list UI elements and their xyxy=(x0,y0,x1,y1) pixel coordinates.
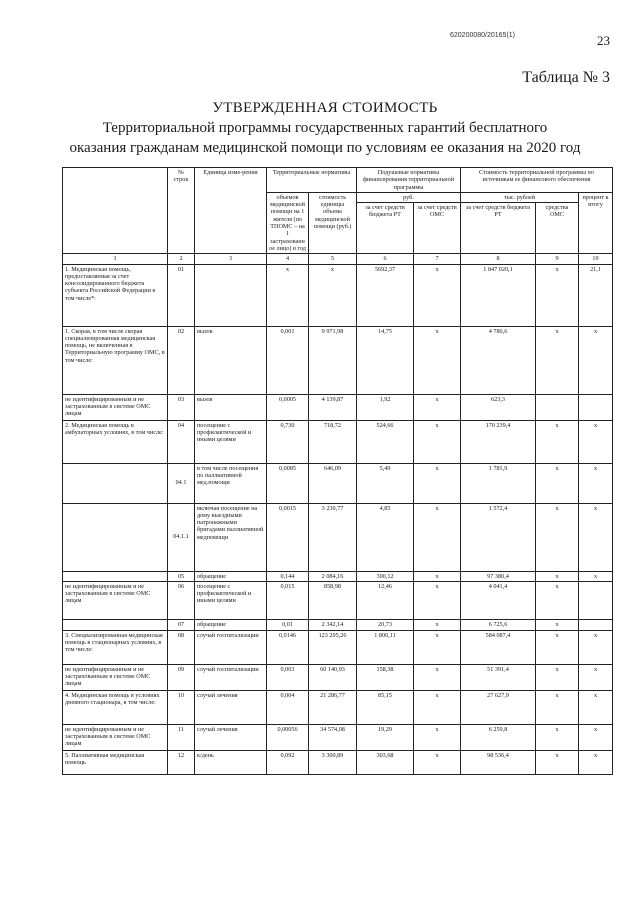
row-volume: 0,092 xyxy=(267,750,309,774)
row-volume: 0,001 xyxy=(267,326,309,394)
row-unit: в том числе посещения по паллиативной мед.помощи xyxy=(195,463,267,503)
row-total-oms: x xyxy=(536,571,579,581)
header-percap-oms: за счет средств ОМС xyxy=(414,203,461,254)
row-cost: x xyxy=(309,264,357,326)
row-num: 07 xyxy=(168,619,195,630)
row-pct xyxy=(579,394,613,420)
row-total-budget: 4 786,6 xyxy=(461,326,536,394)
row-num: 12 xyxy=(168,750,195,774)
header-percap: Подушевые нормативы финансирования территориальной программы xyxy=(357,168,461,193)
colnum-2: 2 xyxy=(168,254,195,264)
row-pct: x xyxy=(579,750,613,774)
row-name xyxy=(63,571,168,581)
row-total-oms: x xyxy=(536,664,579,690)
row-total-budget: 97 380,4 xyxy=(461,571,536,581)
row-volume: 0,0005 xyxy=(267,394,309,420)
colnum-10: 10 xyxy=(579,254,613,264)
row-num: 04.1.1 xyxy=(168,503,195,571)
row-volume: 0,00056 xyxy=(267,724,309,750)
row-total-oms: x xyxy=(536,630,579,664)
row-total-budget: 170 239,4 xyxy=(461,420,536,463)
row-unit: вызов xyxy=(195,394,267,420)
table-row xyxy=(63,664,613,690)
row-cost: 21 286,77 xyxy=(309,690,357,724)
row-total-oms: x xyxy=(536,581,579,619)
row-percap-budget: 19,29 xyxy=(357,724,414,750)
table-row xyxy=(63,571,613,581)
row-total-oms: x xyxy=(536,619,579,630)
row-percap-oms: x xyxy=(414,420,461,463)
row-num: 11 xyxy=(168,724,195,750)
header-cost: Стоимость территориальной программы по источникам ее финансового обеспечения xyxy=(461,168,613,193)
row-unit: включая посещение на дому выездными патронажными бригадами паллиативной медпомощи xyxy=(195,503,267,571)
row-percap-oms: x xyxy=(414,690,461,724)
row-name: не идентифицированным и не застрахованным в системе ОМС лицам xyxy=(63,724,168,750)
row-cost: 34 574,08 xyxy=(309,724,357,750)
row-total-oms: x xyxy=(536,326,579,394)
row-pct: x xyxy=(579,664,613,690)
row-cost: 646,09 xyxy=(309,463,357,503)
row-volume: 0,01 xyxy=(267,619,309,630)
row-total-oms: x xyxy=(536,724,579,750)
row-volume: x xyxy=(267,264,309,326)
table-row xyxy=(63,420,613,463)
row-cost: 3 300,89 xyxy=(309,750,357,774)
row-total-oms: x xyxy=(536,463,579,503)
row-name: не идентифицированным и не застрахованным в системе ОМС лицам xyxy=(63,581,168,619)
title-line-2: оказания гражданам медицинской помощи по условиям ее оказания на 2020 год xyxy=(69,140,581,156)
header-percap-unit: руб. xyxy=(357,192,461,202)
row-num: 01 xyxy=(168,264,195,326)
table-row xyxy=(63,394,613,420)
row-unit: случай госпитализации xyxy=(195,664,267,690)
row-volume: 0,0085 xyxy=(267,463,309,503)
document-title xyxy=(40,100,610,157)
row-total-budget: 1 847 020,1 xyxy=(461,264,536,326)
table-row xyxy=(63,630,613,664)
row-total-oms: x xyxy=(536,264,579,326)
row-total-budget: 51 391,4 xyxy=(461,664,536,690)
row-cost: 60 140,93 xyxy=(309,664,357,690)
row-cost: 9 971,98 xyxy=(309,326,357,394)
row-num: 03 xyxy=(168,394,195,420)
row-total-budget: 6 259,8 xyxy=(461,724,536,750)
row-percap-oms: x xyxy=(414,394,461,420)
row-unit: обращение xyxy=(195,571,267,581)
row-percap-oms: x xyxy=(414,750,461,774)
row-num: 06 xyxy=(168,581,195,619)
row-unit: вызов xyxy=(195,326,267,394)
table-label: Таблица № 3 xyxy=(522,69,610,86)
row-percap-budget: 158,38 xyxy=(357,664,414,690)
row-name: не идентифицированным и не застрахованным в системе ОМС лицам xyxy=(63,664,168,690)
row-total-budget: 623,3 xyxy=(461,394,536,420)
table-row xyxy=(63,750,613,774)
table-row xyxy=(63,619,613,630)
row-cost: 718,72 xyxy=(309,420,357,463)
row-name xyxy=(63,503,168,571)
row-percap-oms: x xyxy=(414,619,461,630)
table-row xyxy=(63,463,613,503)
row-percap-oms: x xyxy=(414,264,461,326)
row-percap-oms: x xyxy=(414,571,461,581)
row-percap-oms: x xyxy=(414,724,461,750)
row-total-budget: 584 087,4 xyxy=(461,630,536,664)
row-percap-budget: 14,75 xyxy=(357,326,414,394)
row-cost: 4 139,87 xyxy=(309,394,357,420)
row-pct xyxy=(579,619,613,630)
row-percap-budget: 524,66 xyxy=(357,420,414,463)
row-percap-oms: x xyxy=(414,664,461,690)
page-number: 23 xyxy=(597,33,610,48)
row-pct: x xyxy=(579,630,613,664)
header-norms-volume: объемов медицинской помощи на 1 жителя (по ТПОМС – на 1 застрахованное лицо) в год xyxy=(267,192,309,253)
row-name: не идентифицированным и не застрахованным в системе ОМС лицам xyxy=(63,394,168,420)
row-num: 08 xyxy=(168,630,195,664)
row-num: 10 xyxy=(168,690,195,724)
colnum-9: 9 xyxy=(536,254,579,264)
row-total-budget: 98 536,4 xyxy=(461,750,536,774)
header-cost-unit: тыс. рублей xyxy=(461,192,579,202)
table-row xyxy=(63,326,613,394)
colnum-1: 1 xyxy=(63,254,168,264)
row-num: 04.1 xyxy=(168,463,195,503)
header-row-1 xyxy=(63,168,613,193)
row-percap-oms: x xyxy=(414,630,461,664)
title-line-1: Территориальной программы государственных гарантий бесплатного xyxy=(102,120,548,136)
row-percap-budget: 85,15 xyxy=(357,690,414,724)
table-row xyxy=(63,503,613,571)
colnum-8: 8 xyxy=(461,254,536,264)
row-unit: случай лечения xyxy=(195,724,267,750)
row-percap-budget: 12,46 xyxy=(357,581,414,619)
header-percap-budget: за счет средств бюджета РТ xyxy=(357,203,414,254)
row-cost: 858,98 xyxy=(309,581,357,619)
colnum-7: 7 xyxy=(414,254,461,264)
row-pct: x xyxy=(579,724,613,750)
row-percap-oms: x xyxy=(414,581,461,619)
row-volume: 0,144 xyxy=(267,571,309,581)
row-percap-budget: 303,68 xyxy=(357,750,414,774)
row-unit: случай лечения xyxy=(195,690,267,724)
row-unit: посещение с профилактической и иными целями xyxy=(195,420,267,463)
row-name xyxy=(63,619,168,630)
document-code: 620200080/20165(1) xyxy=(450,32,516,39)
row-volume: 0,003 xyxy=(267,664,309,690)
colnum-3: 3 xyxy=(195,254,267,264)
row-name: 3. Специализированная медицинская помощь в стационарных условиях, в том числе: xyxy=(63,630,168,664)
cost-table xyxy=(62,167,613,775)
row-name xyxy=(63,463,168,503)
row-percap-oms: x xyxy=(414,463,461,503)
row-total-oms: x xyxy=(536,750,579,774)
row-unit xyxy=(195,264,267,326)
row-name: 4. Медицинская помощь в условиях дневного стационара, в том числе: xyxy=(63,690,168,724)
row-volume: 0,004 xyxy=(267,690,309,724)
row-volume: 0,0146 xyxy=(267,630,309,664)
row-total-oms: x xyxy=(536,690,579,724)
row-total-oms: x xyxy=(536,503,579,571)
title-main: УТВЕРЖДЕННАЯ СТОИМОСТЬ xyxy=(212,100,438,116)
row-pct: x xyxy=(579,463,613,503)
row-percap-oms: x xyxy=(414,503,461,571)
row-name: 5. Паллиативная медицинская помощь xyxy=(63,750,168,774)
row-name: 1. Медицинская помощь, предоставляемая за счет консолидированного бюджета субъекта Российской Федерации в том числе*: xyxy=(63,264,168,326)
row-pct xyxy=(579,581,613,619)
row-percap-budget: 20,73 xyxy=(357,619,414,630)
row-num: 05 xyxy=(168,571,195,581)
row-total-budget: 1 781,9 xyxy=(461,463,536,503)
row-pct: x xyxy=(579,690,613,724)
row-cost: 123 295,26 xyxy=(309,630,357,664)
row-volume: 0,015 xyxy=(267,581,309,619)
header-cost-oms: средства ОМС xyxy=(536,203,579,254)
row-unit: посещение с профилактической и иными целями xyxy=(195,581,267,619)
header-num: № строк xyxy=(168,168,195,254)
header-norms-cost: стоимость единицы объема медицинской помощи (руб.) xyxy=(309,192,357,253)
row-name: 1. Скорая, в том числе скорая специализированная медицинская помощь, не включенная в Территориальную программу ОМС, в том числе: xyxy=(63,326,168,394)
row-percap-oms: x xyxy=(414,326,461,394)
row-percap-budget: 1 800,11 xyxy=(357,630,414,664)
colnum-5: 5 xyxy=(309,254,357,264)
row-total-budget: 27 627,9 xyxy=(461,690,536,724)
row-percap-budget: 5,49 xyxy=(357,463,414,503)
row-name: 2. Медицинская помощь в амбулаторных условиях, в том числе: xyxy=(63,420,168,463)
table-row xyxy=(63,264,613,326)
row-pct: x xyxy=(579,420,613,463)
row-cost: 2 342,14 xyxy=(309,619,357,630)
row-total-budget: 6 725,6 xyxy=(461,619,536,630)
table-row xyxy=(63,690,613,724)
colnum-6: 6 xyxy=(357,254,414,264)
row-percap-budget: 1,92 xyxy=(357,394,414,420)
row-total-oms xyxy=(536,394,579,420)
row-pct: x xyxy=(579,503,613,571)
colnum-4: 4 xyxy=(267,254,309,264)
header-norms: Территориальные нормативы xyxy=(267,168,357,193)
row-unit: случай госпитализации xyxy=(195,630,267,664)
row-num: 02 xyxy=(168,326,195,394)
row-pct: x xyxy=(579,571,613,581)
row-num: 04 xyxy=(168,420,195,463)
header-cost-budget: за счет средств бюджета РТ xyxy=(461,203,536,254)
row-volume: 0,730 xyxy=(267,420,309,463)
row-unit: обращение xyxy=(195,619,267,630)
row-percap-budget: 5692,37 xyxy=(357,264,414,326)
row-total-budget: 1 572,4 xyxy=(461,503,536,571)
row-unit: к/день xyxy=(195,750,267,774)
row-volume: 0,0015 xyxy=(267,503,309,571)
table-row xyxy=(63,724,613,750)
row-pct: x xyxy=(579,326,613,394)
row-num: 09 xyxy=(168,664,195,690)
row-percap-budget: 4,85 xyxy=(357,503,414,571)
header-cost-pct: процент к итогу xyxy=(579,192,613,253)
row-percap-budget: 300,12 xyxy=(357,571,414,581)
column-number-row xyxy=(63,254,613,264)
row-total-budget: 4 041,4 xyxy=(461,581,536,619)
row-cost: 3 230,77 xyxy=(309,503,357,571)
header-unit: Единица изме-рения xyxy=(195,168,267,254)
table-row xyxy=(63,581,613,619)
row-cost: 2 084,16 xyxy=(309,571,357,581)
row-total-oms: x xyxy=(536,420,579,463)
row-pct: 21,1 xyxy=(579,264,613,326)
header-empty xyxy=(63,168,168,254)
